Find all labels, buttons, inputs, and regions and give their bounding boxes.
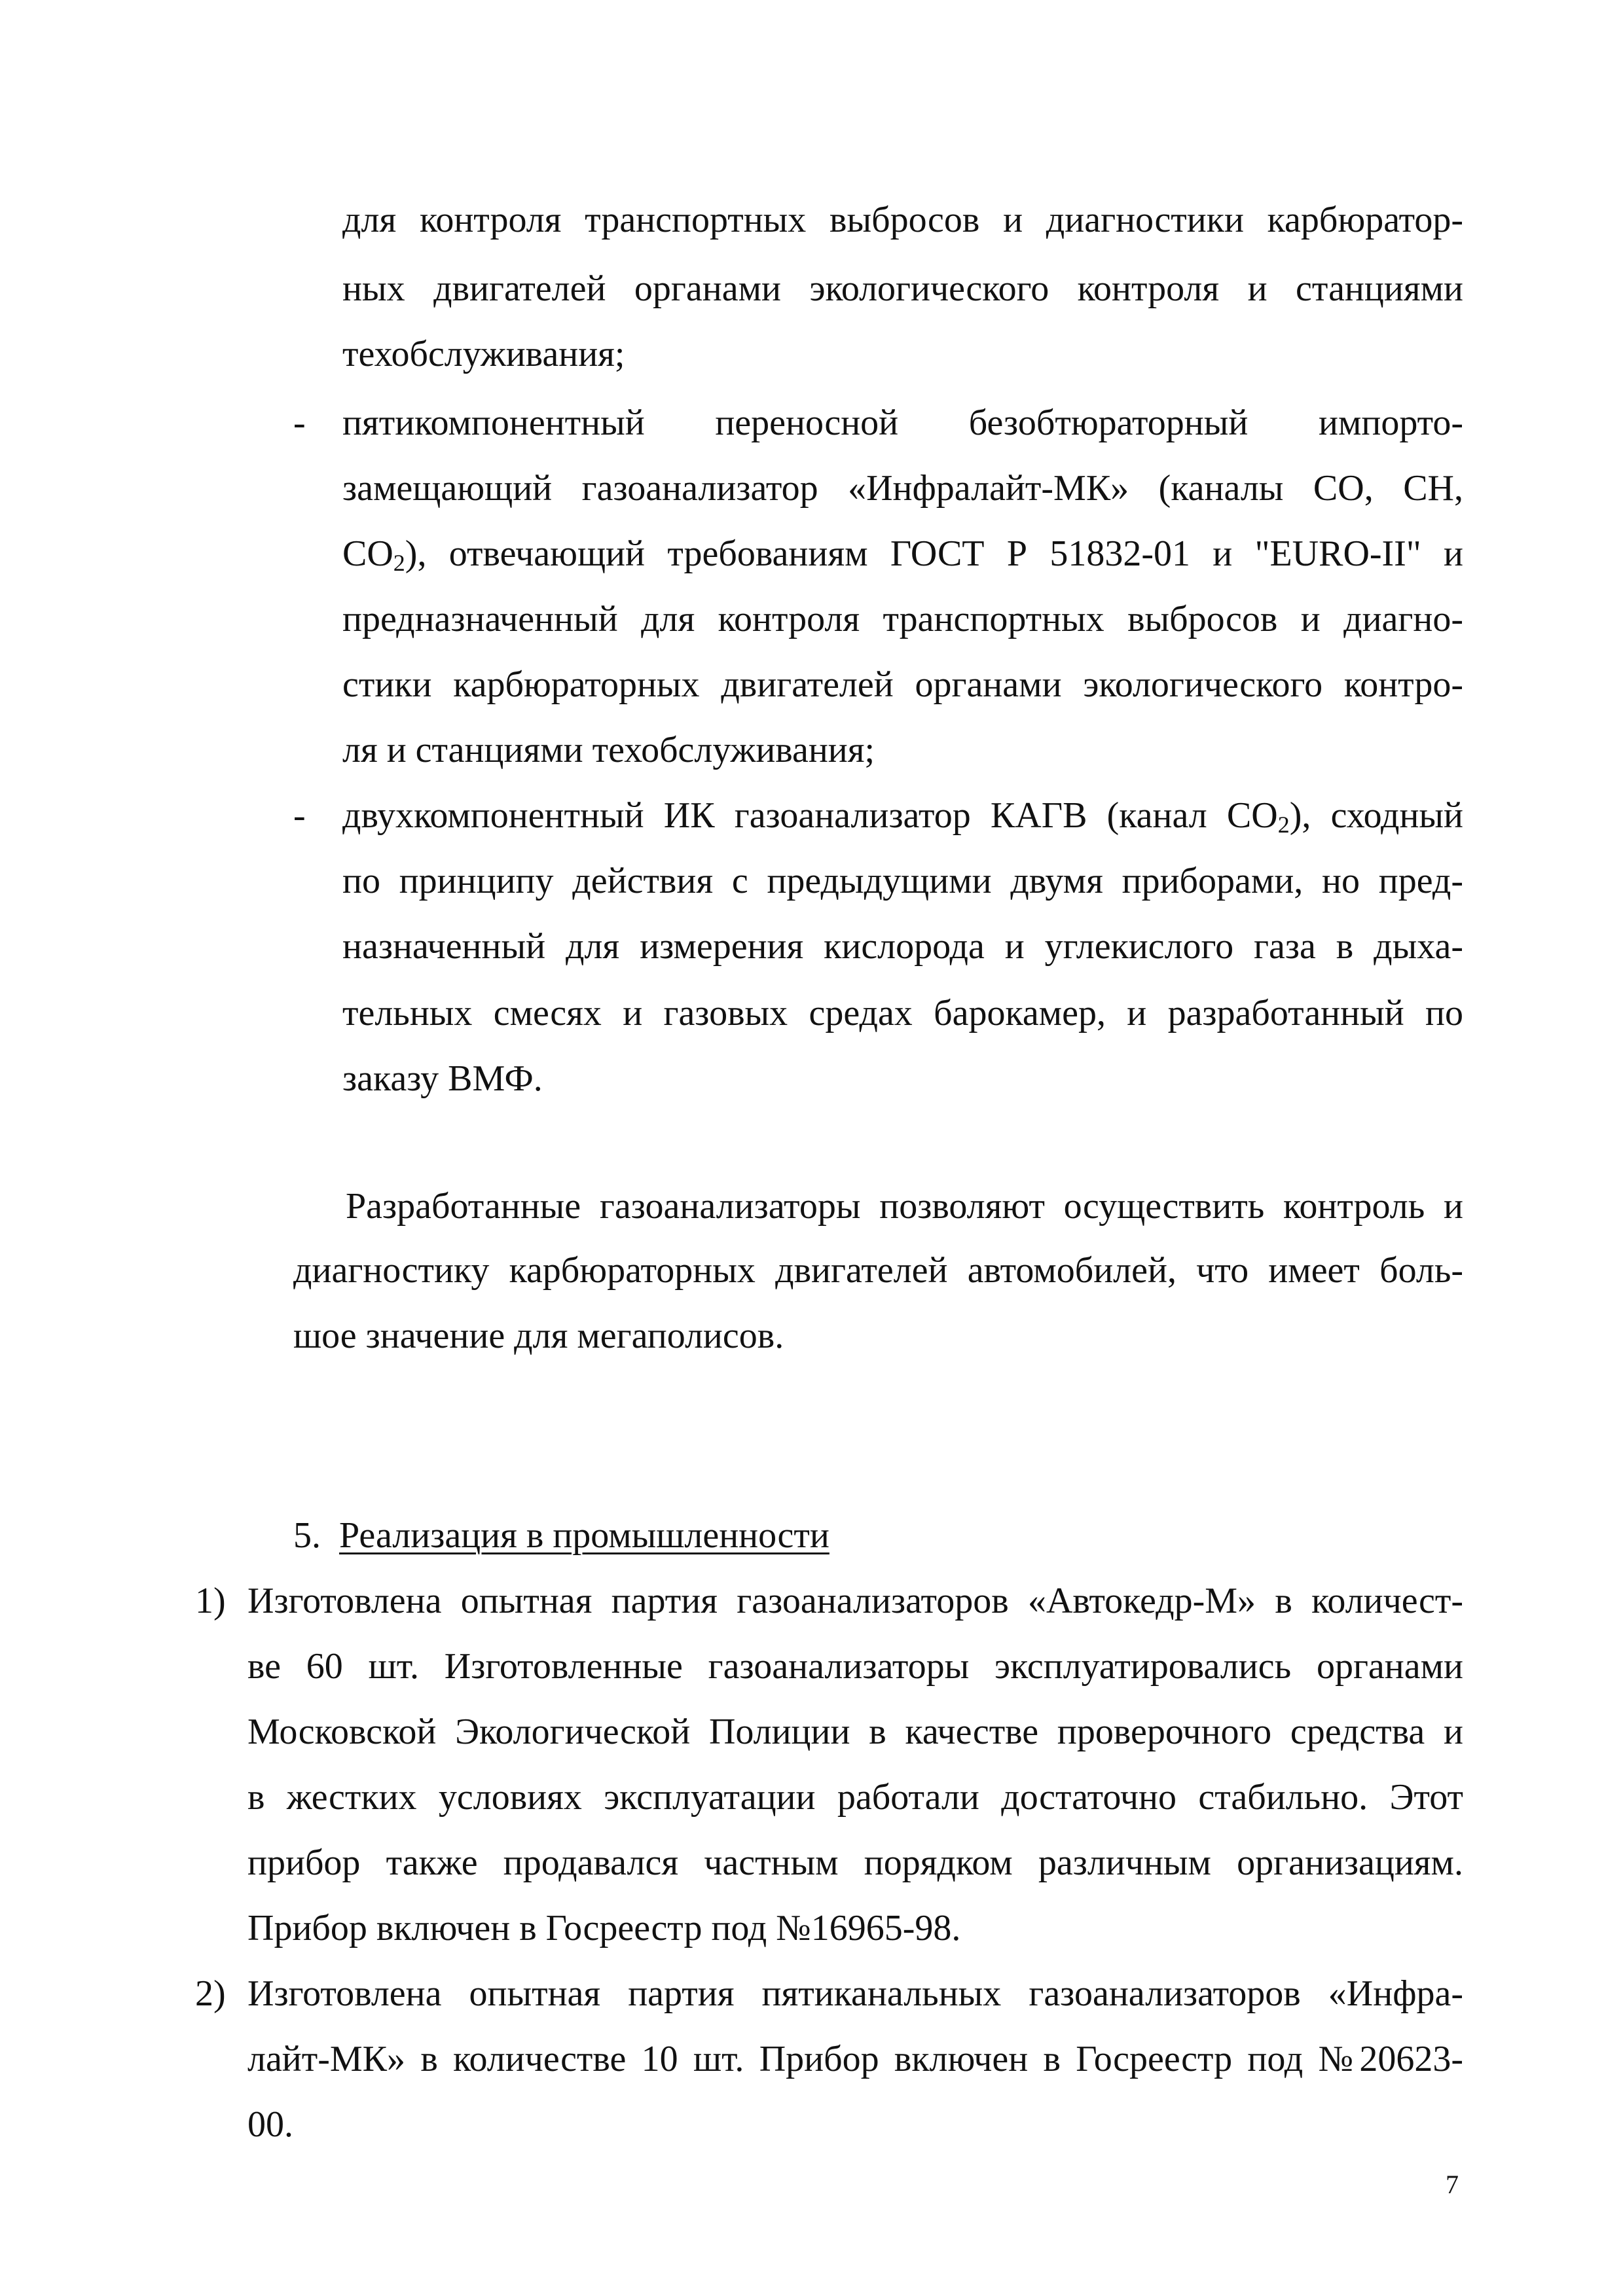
subscript: 2: [1277, 812, 1290, 838]
list-item-line: лайт-МК» в количестве 10 шт. Прибор включен в Госреестр под №20623-: [247, 2039, 1463, 2079]
body-text-line: для контроля транспортных выбросов и диагностики карбюратор-: [342, 200, 1463, 240]
paragraph-line: Разработанные газоанализаторы позволяют осуществить контроль и: [346, 1186, 1463, 1227]
list-item-line: Московской Экологической Полиции в качестве проверочного средства и: [247, 1712, 1463, 1752]
body-text-line: ных двигателей органами экологического контроля и станциями: [342, 268, 1463, 309]
section-number: 5.: [293, 1515, 321, 1556]
paragraph-line: шое значение для мегаполисов.: [293, 1316, 784, 1356]
list-item-line: 00.: [247, 2104, 293, 2145]
body-text-line: замещающий газоанализатор «Инфралайт-МК» (каналы CO, CH,: [342, 468, 1463, 509]
list-item-line: ве 60 шт. Изготовленные газоанализаторы эксплуатировались органами: [247, 1646, 1463, 1687]
body-text-line: заказу ВМФ.: [342, 1058, 543, 1099]
list-item-line: Изготовлена опытная партия газоанализаторов «Автокедр-М» в количест-: [247, 1581, 1463, 1621]
list-item-line: Прибор включен в Госреестр под №16965-98.: [247, 1908, 961, 1948]
text-run: двухкомпонентный ИК газоанализатор КАГВ (канал CO: [342, 795, 1278, 836]
section-heading: [293, 1517, 830, 1554]
list-item-line: прибор также продавался частным порядком различным организациям.: [247, 1842, 1463, 1883]
text-run: ), сходный: [1289, 795, 1464, 836]
subscript: 2: [393, 550, 405, 576]
list-item-line: Изготовлена опытная партия пятиканальных газоанализаторов «Инфра-: [247, 1973, 1463, 2014]
body-text-line: пятикомпонентный переносной безобтюраторный импорто-: [342, 403, 1463, 443]
body-text-line: назначенный для измерения кислорода и углекислого газа в дыха-: [342, 926, 1463, 967]
bullet-dash: -: [293, 795, 306, 836]
body-text-line: тельных смесях и газовых средах барокамер, и разработанный по: [342, 993, 1463, 1033]
section-title: Реализация в промышленности: [339, 1515, 830, 1556]
body-text-line: [342, 533, 1463, 576]
list-marker: 1): [195, 1581, 226, 1621]
body-text-line: техобслуживания;: [342, 334, 625, 374]
list-item-line: в жестких условиях эксплуатации работали достаточно стабильно. Этот: [247, 1777, 1463, 1818]
page-number: 7: [1446, 2170, 1459, 2199]
formula-co: CO: [342, 533, 393, 574]
list-marker: 2): [195, 1973, 226, 2014]
bullet-dash: -: [293, 403, 306, 443]
body-text-line: ля и станциями техобслуживания;: [342, 730, 875, 770]
body-text-line: [342, 795, 1464, 838]
body-text-line: стики карбюраторных двигателей органами экологического контро-: [342, 664, 1463, 705]
paragraph-line: диагностику карбюраторных двигателей автомобилей, что имеет боль-: [293, 1250, 1463, 1291]
body-text-line: по принципу действия с предыдущими двумя приборами, но пред-: [342, 861, 1463, 901]
text-run: ), отвечающий требованиям ГОСТ Р 51832-01 и "EURO-II" и: [405, 533, 1463, 574]
body-text-line: предназначенный для контроля транспортных выбросов и диагно-: [342, 599, 1463, 639]
